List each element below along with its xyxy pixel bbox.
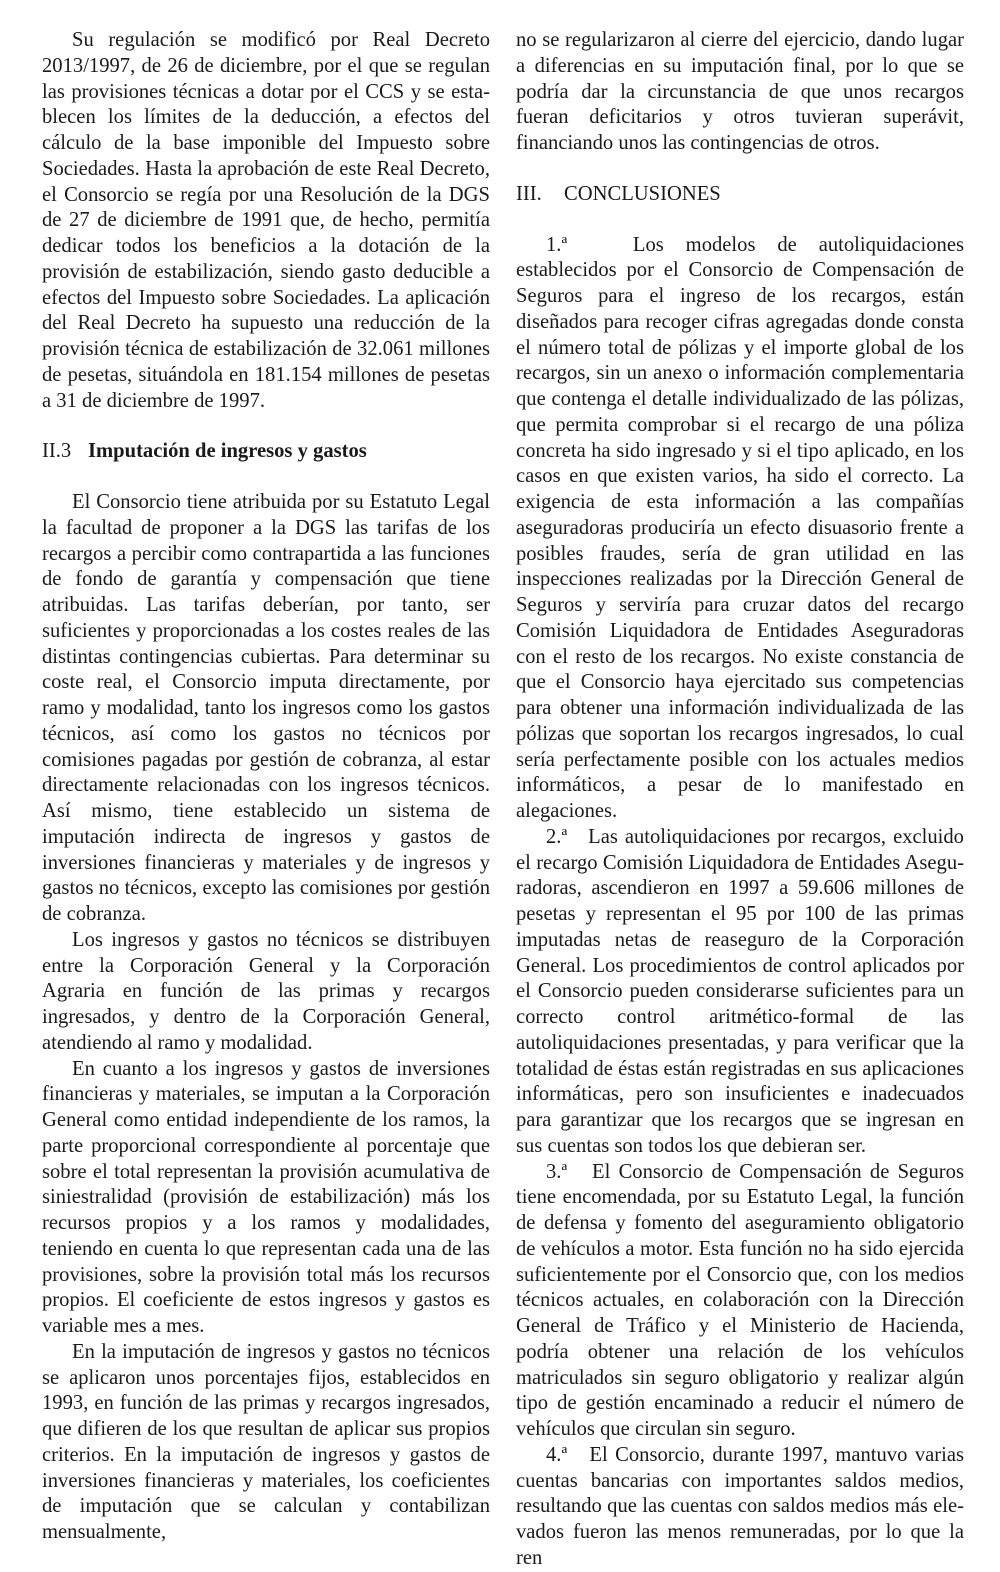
conclusion-ordinal: 3.ª xyxy=(546,1160,568,1183)
conclusion-text: El Consorcio, durante 1997, mantuvo varias cuentas bancarias con importantes saldos medios, resultando que las cuentas con saldos medios más elevados fueron las menos remuneradas, por lo que la ren xyxy=(516,1443,964,1569)
conclusion-item xyxy=(516,825,964,1160)
conclusion-text: Las autoliquidaciones por recargos, excluido el recargo Comisión Liquidadora de Entidades Aseguradoras, ascendieron en 1997 a 59.606 millones de pesetas y representan el 95 por 100 de las primas imputadas netas de reaseguro de la Corporación General. Los procedimientos de control aplicados por el Consorcio pueden considerarse suficientes para un correcto control aritmético-formal de las autoliquidaciones presentadas, y para verificar que la totalidad de éstas están registradas en sus aplicaciones informáticas, pero son insuficientes e inadecuados para garantizar que los recargos que se ingresan en sus cuentas son todos los que debieran ser. xyxy=(516,825,964,1157)
conclusion-item xyxy=(516,1443,964,1572)
section-heading-iii xyxy=(516,182,964,208)
body-paragraph: En la imputación de ingresos y gastos no técnicos se aplicaron unos porcentajes fijos, establecidos en 1993, en función de las primas y recargos ingresados, que difieren de los que resultan de aplicar sus propios criterios. En la imputación de ingresos y gastos de inversiones financieras y materiales, los coeficientes de imputación que se calculan y contabilizan mensualmente, xyxy=(42,1340,490,1543)
left-column xyxy=(42,28,490,1546)
intro-paragraph: Su regulación se modificó por Real Decreto 2013/1997, de 26 de diciembre, por el que se regulan las provisiones técnicas a dotar por el CCS y se establecen los límites de la deducción, a efectos del cálculo de la base imponible del Impuesto sobre Sociedades. Hasta la aprobación de este Real Decreto, el Consorcio se regía por una Resolución de la DGS de 27 de diciembre de 1991 que, de hecho, permitía dedicar todos los beneficios a la dotación de la provisión de estabilización, siendo gasto deducible a efectos del Impuesto sobre Sociedades. La aplicación del Real Decreto ha supuesto una reducción de la provisión técnica de estabilización de 32.061 millones de pesetas, situándola en 181.154 millones de pesetas a 31 de diciembre de 1997. xyxy=(42,29,490,412)
section-title: Imputación de ingresos y gastos xyxy=(88,440,367,463)
body-paragraph: El Consorcio tiene atribuida por su Estatuto Legal la facultad de proponer a la DGS las tarifas de los recargos a percibir como contrapartida a las funciones de fondo de garantía y compensación que tiene atribuidas. Las tarifas deberían, por tanto, ser suficientes y proporcionadas a los costes reales de las distintas contingencias cubiertas. Para determinar su coste real, el Consorcio imputa directamente, por ramo y modalidad, tanto los ingresos como los gastos técnicos, así como los gastos no técnicos por comisiones pagadas por gestión de cobranza, al estar directamente relacionadas con los ingresos técnicos. Así mismo, tiene establecido un sistema de imputación indirecta de ingresos y gastos de inversiones financieras y materiales y de ingresos y gastos no técnicos, excepto las comisiones por gestión de cobranza. xyxy=(42,491,490,925)
conclusion-ordinal: 2.ª xyxy=(546,825,568,848)
section-number: II.3 xyxy=(42,440,72,463)
conclusion-item xyxy=(516,1160,964,1443)
section-title: CONCLUSIONES xyxy=(564,182,721,205)
conclusion-ordinal: 4.ª xyxy=(546,1443,568,1466)
right-column xyxy=(516,28,964,1572)
body-paragraph: En cuanto a los ingresos y gastos de inversiones financieras y materiales, se imputan a la Corporación General como entidad independiente de los ramos, la parte proporcional correspondiente al porcentaje que sobre el total representan la provisión acumulativa de siniestralidad (provisión de estabilización) más los recursos propios y a los ramos y modalidades, teniendo en cuenta lo que representan cada una de las provisiones, sobre la provisión total más los recursos propios. El coeficiente de estos ingresos y gastos es variable mes a mes. xyxy=(42,1057,490,1337)
body-paragraph: Los ingresos y gastos no técnicos se distribuyen entre la Corporación General y la Corporación Agraria en función de las primas y recargos ingresados, y dentro de la Corporación General, atendiendo al ramo y modalidad. xyxy=(42,928,490,1054)
conclusion-text: El Consorcio de Compensación de Seguros tiene encomendada, por su Estatuto Legal, la función de defensa y fomento del aseguramiento obligatorio de vehículos a motor. Esta función no ha sido ejercida suficientemente por el Consorcio que, con los medios técnicos actuales, en colaboración con la Dirección General de Tráfico y el Ministerio de Hacienda, podría obtener una relación de los vehículos matriculados sin seguro obligatorio y realizar algún tipo de gestión encaminado a reducir el número de vehículos que circulan sin seguro. xyxy=(516,1160,964,1440)
conclusion-item xyxy=(516,233,964,825)
section-number: III. xyxy=(516,182,542,205)
conclusion-ordinal: 1.ª xyxy=(546,233,568,256)
conclusion-text: Los modelos de autoliquidaciones establecidos por el Consorcio de Compensación de Seguros para el ingreso de los recargos, están diseñados para recoger cifras agregadas donde consta el número total de pólizas y el importe global de los recargos, sin un anexo o información complementaria que contenga el detalle individualizado de las pólizas, que permita comprobar si el recargo de una póliza concreta ha sido ingresado y si el tipo aplicado, en los casos en que existen varios, ha sido el correcto. La exigencia de esta información a las compañías aseguradoras produciría un efecto disuasorio frente a posibles fraudes, sería de gran utilidad en las inspecciones realizadas por la Dirección General de Seguros y serviría para cruzar datos del recargo Comisión Liquidadora de Entidades Aseguradoras con el resto de los recargos. No existe constancia de que el Consorcio haya ejercitado sus competencias para obtener una información individualizada de las pólizas que soportan los recargos ingresados, lo cual sería perfectamente posible con los actuales medios informáticos, a pesar de lo manifestado en alegaciones. xyxy=(516,233,964,822)
continuation-paragraph: no se regularizaron al cierre del ejercicio, dando lugar a diferencias en su imputación final, por lo que se podría dar la circunstancia de que unos recargos fueran deficitarios y otros tuvieran superávit, financiando unos las contingencias de otros. xyxy=(516,29,964,154)
section-heading-ii-3 xyxy=(42,439,490,465)
